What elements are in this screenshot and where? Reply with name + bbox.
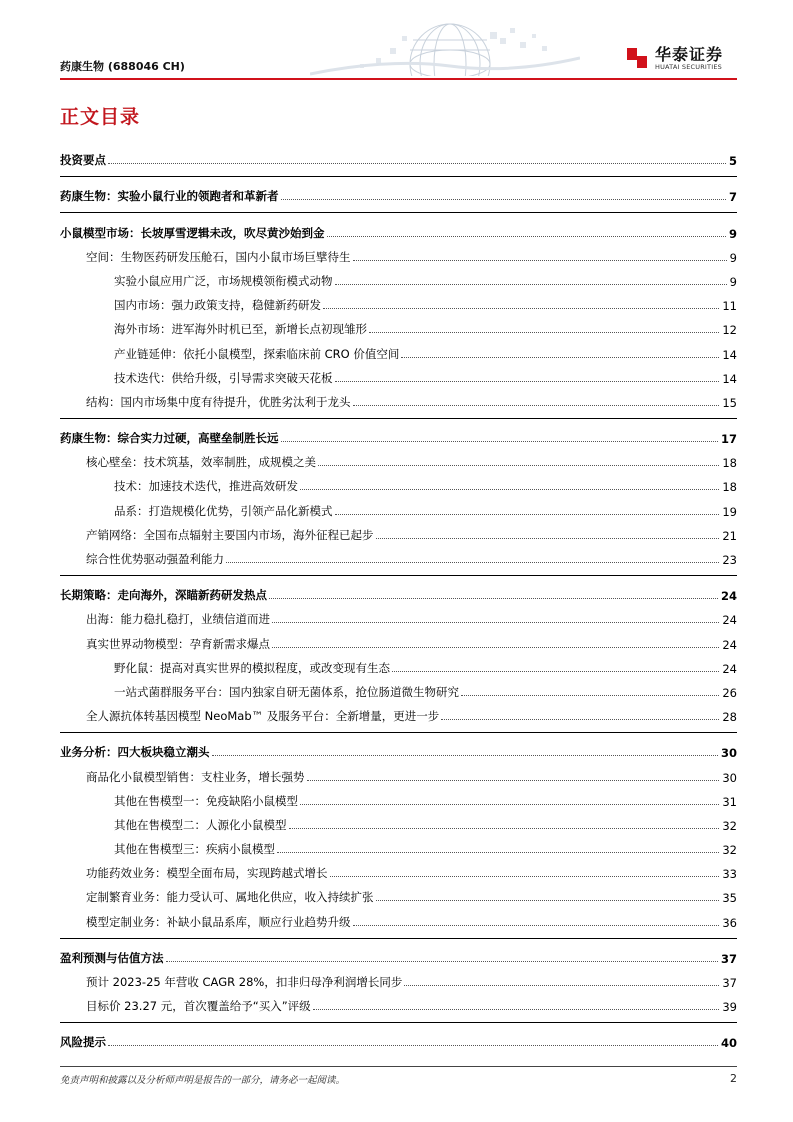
toc-subsection-entry[interactable] [60, 386, 737, 410]
toc-page-number: 19 [722, 504, 737, 519]
toc-subsection-entry[interactable] [60, 700, 737, 724]
toc-entry-label: 药康生物：实验小鼠行业的领跑者和革新者 [60, 189, 279, 204]
toc-subsection-entry[interactable] [60, 990, 737, 1014]
toc-dot-leader [307, 780, 720, 781]
toc-subsection-entry[interactable] [60, 241, 737, 265]
toc-page-number: 9 [729, 250, 737, 265]
toc-dot-leader [335, 514, 720, 515]
toc-entry-label: 模型定制业务：补缺小鼠品系库，顺应行业趋势升级 [86, 914, 351, 929]
toc-dot-leader [327, 236, 726, 237]
header-rule [60, 78, 737, 80]
toc-subsection-entry[interactable] [60, 362, 737, 386]
toc-page-number: 37 [722, 976, 737, 990]
toc-entry-label: 结构：国内市场集中度有待提升，优胜劣汰利于龙头 [86, 394, 351, 409]
toc-entry-label: 真实世界动物模型：孕育新需求爆点 [86, 636, 270, 651]
toc-section-entry[interactable] [60, 216, 737, 240]
toc-entry-label: 空间：生物医药研发压舱石，国内小鼠市场巨擘待生 [86, 249, 351, 264]
page-number: 2 [730, 1072, 737, 1085]
footer-rule [60, 1066, 737, 1067]
section-divider [60, 575, 737, 576]
toc-subsection-entry[interactable] [60, 905, 737, 929]
toc-entry-label: 海外市场：进军海外时机已至，新增长点初现雏形 [114, 322, 367, 337]
toc-subsection-entry[interactable] [60, 265, 737, 289]
toc-subsection-entry[interactable] [60, 494, 737, 518]
toc-entry-label: 品系：打造规模化优势，引领产品化新模式 [114, 503, 333, 518]
globe-decoration-icon [310, 18, 580, 76]
toc-page-number: 26 [722, 685, 737, 700]
toc-subsection-entry[interactable] [60, 627, 737, 651]
toc-dot-leader [323, 308, 719, 309]
section-divider [60, 418, 737, 419]
toc-section-entry[interactable] [60, 144, 737, 168]
toc-page-number: 21 [722, 528, 737, 543]
toc-page-number: 18 [722, 456, 737, 471]
toc-entry-label: 技术：加速技术迭代，推进高效研发 [114, 479, 298, 494]
page-header [60, 0, 737, 78]
toc-entry-label: 商品化小鼠模型销售：支柱业务，增长强势 [86, 769, 305, 784]
toc-subsection-entry[interactable] [60, 446, 737, 470]
toc-entry-label: 产销网络：全国布点辐射主要国内市场，海外征程已起步 [86, 527, 374, 542]
footer-disclaimer: 免责声明和披露以及分析师声明是报告的一部分，请务必一起阅读。 [60, 1075, 346, 1086]
toc-page-number: 35 [722, 891, 737, 906]
toc-section-entry[interactable] [60, 579, 737, 603]
toc-page-number: 32 [722, 843, 737, 858]
toc-dot-leader [277, 852, 719, 853]
toc-page-number: 31 [722, 794, 737, 809]
toc-dot-leader [441, 719, 719, 720]
toc-entry-label: 一站式菌群服务平台：国内独家自研无菌体系，抢位肠道微生物研究 [114, 684, 459, 699]
toc-entry-label: 投资要点 [60, 153, 106, 168]
toc-entry-label: 综合性优势驱动强盈利能力 [86, 552, 224, 566]
toc-page-number: 30 [722, 770, 737, 785]
toc-section-entry[interactable] [60, 1026, 737, 1050]
toc-subsection-entry[interactable] [60, 543, 737, 567]
logo-english-text: HUATAI SECURITIES [655, 63, 722, 71]
logo-chinese-text: 华泰证券 [655, 45, 724, 64]
toc-page-number: 9 [729, 274, 737, 289]
toc-page-number: 32 [722, 818, 737, 833]
table-of-contents [60, 144, 737, 1050]
toc-entry-label: 其他在售模型一：免疫缺陷小鼠模型 [114, 793, 298, 808]
toc-dot-leader [272, 622, 719, 623]
toc-dot-leader [272, 647, 719, 648]
toc-subsection-entry[interactable] [60, 470, 737, 494]
toc-entry-label: 实验小鼠应用广泛，市场规模领衔模式动物 [114, 273, 333, 288]
toc-subsection-entry[interactable] [60, 603, 737, 627]
toc-dot-leader [335, 284, 727, 285]
toc-page-number: 39 [722, 1000, 737, 1015]
section-divider [60, 938, 737, 939]
toc-dot-leader [212, 755, 718, 756]
toc-dot-leader [166, 961, 718, 962]
toc-subsection-entry[interactable] [60, 289, 737, 313]
toc-page-number: 37 [720, 951, 737, 966]
toc-entry-label: 全人源抗体转基因模型 NeoMab™ 及服务平台：全新增量，更进一步 [86, 709, 440, 724]
toc-page-number: 24 [722, 661, 737, 676]
toc-entry-label: 国内市场：强力政策支持，稳健新药研发 [114, 298, 321, 313]
section-divider [60, 212, 737, 213]
section-divider [60, 176, 737, 177]
toc-dot-leader [376, 900, 720, 901]
toc-dot-leader [369, 332, 719, 333]
toc-dot-leader [269, 598, 718, 599]
toc-section-entry[interactable] [60, 942, 737, 966]
toc-dot-leader [335, 381, 720, 382]
toc-dot-leader [353, 260, 727, 261]
toc-dot-leader [226, 562, 719, 563]
toc-entry-label: 业务分析：四大板块稳立潮头 [60, 745, 210, 760]
toc-dot-leader [401, 357, 719, 358]
toc-dot-leader [353, 925, 720, 926]
toc-dot-leader [392, 671, 719, 672]
toc-page-number: 40 [720, 1036, 737, 1051]
toc-page-number: 12 [722, 323, 737, 338]
toc-page-number: 14 [722, 347, 737, 362]
toc-section-entry[interactable] [60, 422, 737, 446]
huatai-logo-icon [625, 44, 649, 70]
toc-dot-leader [300, 489, 719, 490]
section-divider [60, 1022, 737, 1023]
toc-section-entry[interactable] [60, 736, 737, 760]
toc-page-number: 33 [722, 867, 737, 882]
toc-page-number: 9 [728, 226, 737, 241]
toc-entry-label: 风险提示 [60, 1035, 106, 1050]
toc-entry-label: 产业链延伸：依托小鼠模型，探索临床前 CRO 价值空间 [114, 346, 400, 361]
toc-dot-leader [281, 199, 726, 200]
section-divider [60, 732, 737, 733]
toc-entry-label: 其他在售模型二：人源化小鼠模型 [114, 817, 287, 832]
toc-dot-leader [313, 1009, 720, 1010]
toc-page-number: 24 [720, 589, 737, 604]
toc-title: 正文目录 [60, 106, 141, 128]
toc-page-number: 24 [722, 613, 737, 628]
toc-entry-label: 药康生物：综合实力过硬，高壁垒制胜长远 [60, 431, 279, 446]
toc-subsection-entry[interactable] [60, 519, 737, 543]
toc-entry-label: 盈利预测与估值方法 [60, 950, 164, 965]
toc-subsection-entry[interactable] [60, 337, 737, 361]
toc-dot-leader [289, 828, 720, 829]
toc-subsection-entry[interactable] [60, 833, 737, 857]
toc-entry-label: 目标价 23.27 元，首次覆盖给予“买入”评级 [86, 999, 311, 1014]
toc-page-number: 14 [722, 371, 737, 386]
toc-entry-label: 定制繁育业务：能力受认可、属地化供应，收入持续扩张 [86, 890, 374, 905]
toc-page-number: 28 [722, 710, 737, 725]
toc-subsection-entry[interactable] [60, 966, 737, 990]
toc-dot-leader [461, 695, 719, 696]
toc-entry-label: 其他在售模型三：疾病小鼠模型 [114, 842, 275, 857]
toc-entry-label: 预计 2023-25 年营收 CAGR 28%，扣非归母净利润增长同步 [86, 975, 403, 989]
toc-dot-leader [300, 804, 719, 805]
toc-subsection-entry[interactable] [60, 313, 737, 337]
toc-page-number: 36 [722, 915, 737, 930]
toc-subsection-entry[interactable] [60, 857, 737, 881]
toc-page-number: 5 [728, 154, 737, 169]
toc-dot-leader [318, 465, 719, 466]
toc-entry-label: 功能药效业务：模型全面布局，实现跨越式增长 [86, 866, 328, 881]
toc-page-number: 7 [728, 190, 737, 205]
toc-page-number: 15 [722, 395, 737, 410]
toc-dot-leader [376, 538, 720, 539]
toc-dot-leader [281, 441, 718, 442]
toc-section-entry[interactable] [60, 180, 737, 204]
company-logo [625, 44, 737, 74]
toc-page-number: 24 [722, 637, 737, 652]
toc-subsection-entry[interactable] [60, 676, 737, 700]
toc-subsection-entry[interactable] [60, 785, 737, 809]
toc-entry-label: 核心壁垒：技术筑基，效率制胜，成规模之美 [86, 455, 316, 470]
toc-page-number: 30 [720, 746, 737, 761]
toc-dot-leader [353, 405, 720, 406]
toc-subsection-entry[interactable] [60, 760, 737, 784]
toc-entry-label: 小鼠模型市场：长坡厚雪逻辑未改，吹尽黄沙始到金 [60, 225, 325, 240]
toc-page-number: 18 [722, 480, 737, 495]
toc-page-number: 11 [722, 299, 737, 314]
toc-dot-leader [404, 985, 719, 986]
toc-subsection-entry[interactable] [60, 881, 737, 905]
toc-dot-leader [108, 163, 726, 164]
toc-entry-label: 技术迭代：供给升级，引导需求突破天花板 [114, 370, 333, 385]
toc-dot-leader [108, 1045, 718, 1046]
toc-subsection-entry[interactable] [60, 652, 737, 676]
toc-entry-label: 出海：能力稳扎稳打，业绩信道而进 [86, 612, 270, 627]
toc-page-number: 17 [720, 432, 737, 447]
toc-subsection-entry[interactable] [60, 809, 737, 833]
toc-entry-label: 野化鼠：提高对真实世界的模拟程度，或改变现有生态 [114, 660, 390, 675]
toc-entry-label: 长期策略：走向海外，深瞄新药研发热点 [60, 588, 267, 603]
toc-page-number: 23 [722, 553, 737, 567]
report-ticker: 药康生物 (688046 CH) [60, 60, 185, 73]
toc-dot-leader [330, 876, 720, 877]
